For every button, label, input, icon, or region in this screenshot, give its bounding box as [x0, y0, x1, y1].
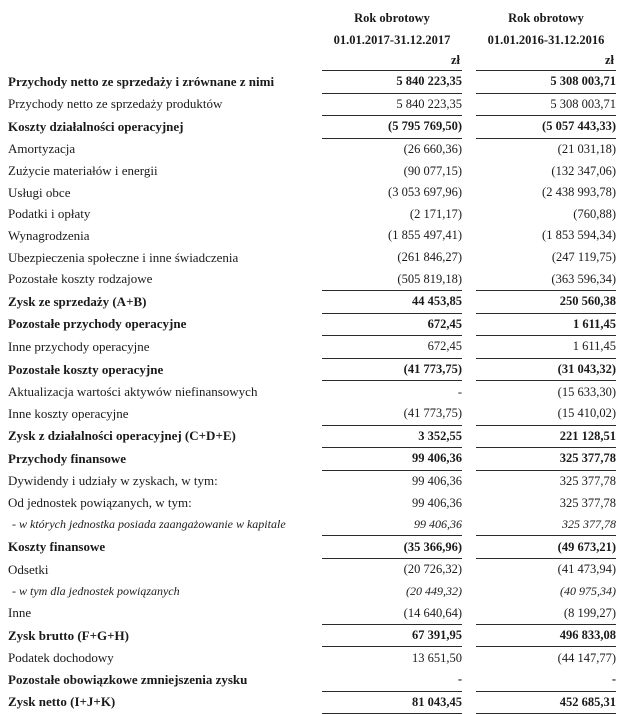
- row-value-year2: (1 853 594,34): [542, 228, 616, 243]
- row-value-year2: 1 611,45: [476, 336, 616, 359]
- header-label-spacer-2: [8, 24, 314, 46]
- row-value-year2: (132 347,06): [551, 163, 616, 178]
- row-value-year1: 5 840 223,35: [322, 93, 462, 116]
- row-label: Zysk ze sprzedaży (A+B): [8, 293, 147, 309]
- row-value-year2: (5 057 443,33): [476, 116, 616, 139]
- row-value-year2: (40 975,34): [560, 583, 616, 598]
- row-label: Inne koszty operacyjne: [8, 405, 129, 421]
- table-row: [8, 403, 616, 425]
- row-gap-2: [462, 448, 476, 471]
- row-value-year1: 99 406,36: [412, 495, 462, 510]
- row-gap-1: [314, 425, 322, 448]
- row-gap-2: [462, 492, 476, 514]
- header-label-spacer-3: [8, 46, 314, 71]
- row-value-year1: 99 406,36: [414, 517, 462, 532]
- row-value-year1: -: [322, 381, 462, 403]
- table-row: [8, 536, 616, 559]
- row-label: Inne przychody operacyjne: [8, 338, 150, 354]
- row-value-year1: (90 077,15): [403, 163, 462, 178]
- row-label: Amortyzacja: [8, 141, 76, 157]
- row-value-year1: (505 819,18): [397, 271, 462, 286]
- table-row: [8, 470, 616, 492]
- table-row: [8, 647, 616, 669]
- row-gap-2: [462, 581, 476, 603]
- row-gap-1: [314, 514, 322, 536]
- table-row: [8, 492, 616, 514]
- row-gap-2: [462, 313, 476, 336]
- row-value-year1: (261 846,27): [397, 250, 462, 265]
- row-value-year2: (49 673,21): [476, 536, 616, 559]
- row-value-year2: 325 377,78: [476, 470, 616, 492]
- row-gap-1: [314, 71, 322, 94]
- row-gap-2: [462, 138, 476, 160]
- row-label: Przychody netto ze sprzedaży produktów: [8, 96, 223, 112]
- row-gap-1: [314, 669, 322, 691]
- row-label: Pozostałe obowiązkowe zmniejszenia zysku: [8, 672, 248, 688]
- row-gap-2: [462, 559, 476, 581]
- header-row-title: [8, 0, 616, 24]
- table-header: [8, 0, 616, 71]
- row-gap-1: [314, 116, 322, 139]
- row-value-year2: 250 560,38: [476, 290, 616, 313]
- row-value-year2: -: [611, 672, 616, 687]
- table-row: [8, 514, 616, 536]
- row-gap-2: [462, 290, 476, 313]
- table-row: [8, 448, 616, 471]
- row-gap-2: [462, 425, 476, 448]
- row-label: Pozostałe koszty rodzajowe: [8, 271, 153, 287]
- row-gap-2: [462, 624, 476, 647]
- row-gap-2: [462, 116, 476, 139]
- header-gap-1: [314, 0, 322, 24]
- row-value-year1: (35 366,96): [322, 536, 462, 559]
- header-col2-title: Rok obrotowy: [508, 10, 584, 25]
- row-label: Przychody netto ze sprzedaży i zrównane z nimi: [8, 73, 275, 89]
- header-gap-2: [462, 0, 476, 24]
- table-row: [8, 624, 616, 647]
- row-value-year1: (5 795 769,50): [322, 116, 462, 139]
- row-value-year1: 3 352,55: [322, 425, 462, 448]
- table-row: [8, 71, 616, 94]
- row-gap-1: [314, 581, 322, 603]
- row-gap-1: [314, 647, 322, 669]
- table-row: [8, 268, 616, 290]
- row-label: Pozostałe koszty operacyjne: [8, 361, 164, 377]
- row-gap-1: [314, 381, 322, 403]
- row-gap-1: [314, 93, 322, 116]
- row-label: Zysk netto (I+J+K): [8, 694, 116, 710]
- row-label: Koszty finansowe: [8, 539, 106, 555]
- row-value-year1: (20 449,32): [406, 583, 462, 598]
- header-gap-6: [462, 46, 476, 71]
- row-label: Zużycie materiałów i energii: [8, 163, 158, 179]
- row-gap-1: [314, 470, 322, 492]
- row-value-year2: (15 633,30): [476, 381, 616, 403]
- row-gap-2: [462, 381, 476, 403]
- row-value-year1: 99 406,36: [322, 470, 462, 492]
- row-gap-1: [314, 492, 322, 514]
- header-row-period: [8, 24, 616, 46]
- table-row: [8, 116, 616, 139]
- row-gap-2: [462, 182, 476, 204]
- row-gap-2: [462, 225, 476, 247]
- row-gap-2: [462, 647, 476, 669]
- row-value-year2: 1 611,45: [476, 313, 616, 336]
- row-value-year1: 67 391,95: [322, 624, 462, 647]
- row-gap-1: [314, 182, 322, 204]
- row-value-year1: (41 773,75): [403, 406, 462, 421]
- row-gap-1: [314, 204, 322, 226]
- row-value-year2: (8 199,27): [563, 605, 616, 620]
- row-value-year2: (41 473,94): [476, 559, 616, 581]
- row-value-year1: 81 043,45: [322, 691, 462, 714]
- row-label: Zysk brutto (F+G+H): [8, 627, 129, 643]
- row-label: Ubezpieczenia społeczne i inne świadczenia: [8, 249, 239, 265]
- row-gap-1: [314, 624, 322, 647]
- row-value-year2: (31 043,32): [476, 358, 616, 381]
- income-statement-table: [8, 0, 616, 714]
- header-col1-title: Rok obrotowy: [354, 10, 430, 25]
- table-row: [8, 160, 616, 182]
- row-label: Od jednostek powiązanych, w tym:: [8, 495, 192, 511]
- row-label: Koszty działalności operacyjnej: [8, 118, 184, 134]
- row-value-year2: (2 438 993,78): [542, 185, 616, 200]
- row-gap-1: [314, 336, 322, 359]
- row-gap-1: [314, 268, 322, 290]
- row-value-year1: (26 660,36): [322, 138, 462, 160]
- row-gap-1: [314, 138, 322, 160]
- row-value-year1: 13 651,50: [322, 647, 462, 669]
- header-col1-currency: zł: [450, 53, 460, 67]
- row-gap-2: [462, 160, 476, 182]
- header-gap-4: [462, 24, 476, 46]
- row-gap-2: [462, 536, 476, 559]
- row-gap-2: [462, 669, 476, 691]
- row-gap-2: [462, 71, 476, 94]
- row-gap-1: [314, 247, 322, 269]
- table-row: [8, 425, 616, 448]
- row-gap-1: [314, 559, 322, 581]
- table-row: [8, 581, 616, 603]
- row-gap-1: [314, 691, 322, 714]
- row-gap-2: [462, 602, 476, 624]
- row-gap-1: [314, 448, 322, 471]
- row-gap-2: [462, 336, 476, 359]
- row-value-year2: (247 119,75): [551, 250, 616, 265]
- row-value-year1: (20 726,32): [322, 559, 462, 581]
- table-row: [8, 336, 616, 359]
- header-col1-period: 01.01.2017-31.12.2017: [333, 32, 451, 47]
- row-gap-1: [314, 536, 322, 559]
- row-value-year2: (760,88): [573, 206, 616, 221]
- row-gap-1: [314, 403, 322, 425]
- row-label: Pozostałe przychody operacyjne: [8, 316, 187, 332]
- row-value-year1: -: [457, 672, 462, 687]
- row-label: Zysk z działalności operacyjnej (C+D+E): [8, 428, 236, 444]
- table-row: [8, 313, 616, 336]
- table-row: [8, 138, 616, 160]
- row-gap-2: [462, 470, 476, 492]
- table-row: [8, 247, 616, 269]
- table-row: [8, 559, 616, 581]
- row-value-year1: (14 640,64): [403, 605, 462, 620]
- row-gap-2: [462, 514, 476, 536]
- row-label: Podatek dochodowy: [8, 649, 114, 665]
- table-row: [8, 225, 616, 247]
- row-value-year2: 325 377,78: [559, 495, 616, 510]
- row-value-year2: (44 147,77): [476, 647, 616, 669]
- header-row-currency: [8, 46, 616, 71]
- row-label: Inne: [8, 605, 32, 621]
- row-value-year1: (1 855 497,41): [388, 228, 462, 243]
- row-label: Aktualizacja wartości aktywów niefinansowych: [8, 383, 258, 399]
- table-row: [8, 669, 616, 691]
- row-value-year2: 325 377,78: [476, 448, 616, 471]
- row-value-year2: (363 596,34): [551, 271, 616, 286]
- row-gap-2: [462, 691, 476, 714]
- row-value-year1: 99 406,36: [322, 448, 462, 471]
- header-col2-period: 01.01.2016-31.12.2016: [487, 32, 605, 47]
- row-label: Dywidendy i udziały w zyskach, w tym:: [8, 473, 218, 489]
- table-row: [8, 93, 616, 116]
- row-value-year1: (2 171,17): [409, 206, 462, 221]
- row-value-year1: 5 840 223,35: [322, 71, 462, 94]
- row-gap-2: [462, 403, 476, 425]
- table-row: [8, 204, 616, 226]
- row-label: Odsetki: [8, 561, 49, 577]
- table-row: [8, 358, 616, 381]
- row-gap-1: [314, 602, 322, 624]
- row-gap-1: [314, 290, 322, 313]
- row-gap-2: [462, 268, 476, 290]
- table-row: [8, 182, 616, 204]
- row-gap-1: [314, 160, 322, 182]
- row-value-year2: (21 031,18): [476, 138, 616, 160]
- row-value-year1: (3 053 697,96): [388, 185, 462, 200]
- table-row: [8, 691, 616, 714]
- row-gap-2: [462, 247, 476, 269]
- table-row: [8, 602, 616, 624]
- row-gap-1: [314, 358, 322, 381]
- row-value-year2: 5 308 003,71: [476, 93, 616, 116]
- header-col2-currency: zł: [604, 53, 614, 67]
- row-gap-2: [462, 358, 476, 381]
- row-label: - w tym dla jednostek powiązanych: [12, 583, 180, 598]
- row-value-year2: 452 685,31: [476, 691, 616, 714]
- row-gap-1: [314, 313, 322, 336]
- table-row: [8, 290, 616, 313]
- row-label: Usługi obce: [8, 184, 71, 200]
- header-label-spacer: [8, 0, 314, 24]
- row-gap-2: [462, 93, 476, 116]
- row-label: Wynagrodzenia: [8, 227, 90, 243]
- row-value-year2: (15 410,02): [557, 406, 616, 421]
- row-label: - w których jednostka posiada zaangażowanie w kapitale: [12, 517, 286, 532]
- row-value-year1: (41 773,75): [322, 358, 462, 381]
- header-gap-3: [314, 24, 322, 46]
- row-gap-1: [314, 225, 322, 247]
- row-value-year1: 672,45: [322, 313, 462, 336]
- row-value-year2: 496 833,08: [476, 624, 616, 647]
- row-value-year1: 672,45: [322, 336, 462, 359]
- table-body: [8, 71, 616, 714]
- table-row: [8, 381, 616, 403]
- row-value-year2: 325 377,78: [562, 517, 616, 532]
- row-label: Podatki i opłaty: [8, 206, 91, 222]
- row-value-year1: 44 453,85: [322, 290, 462, 313]
- row-label: Przychody finansowe: [8, 450, 127, 466]
- header-gap-5: [314, 46, 322, 71]
- row-gap-2: [462, 204, 476, 226]
- row-value-year2: 221 128,51: [476, 425, 616, 448]
- row-value-year2: 5 308 003,71: [476, 71, 616, 94]
